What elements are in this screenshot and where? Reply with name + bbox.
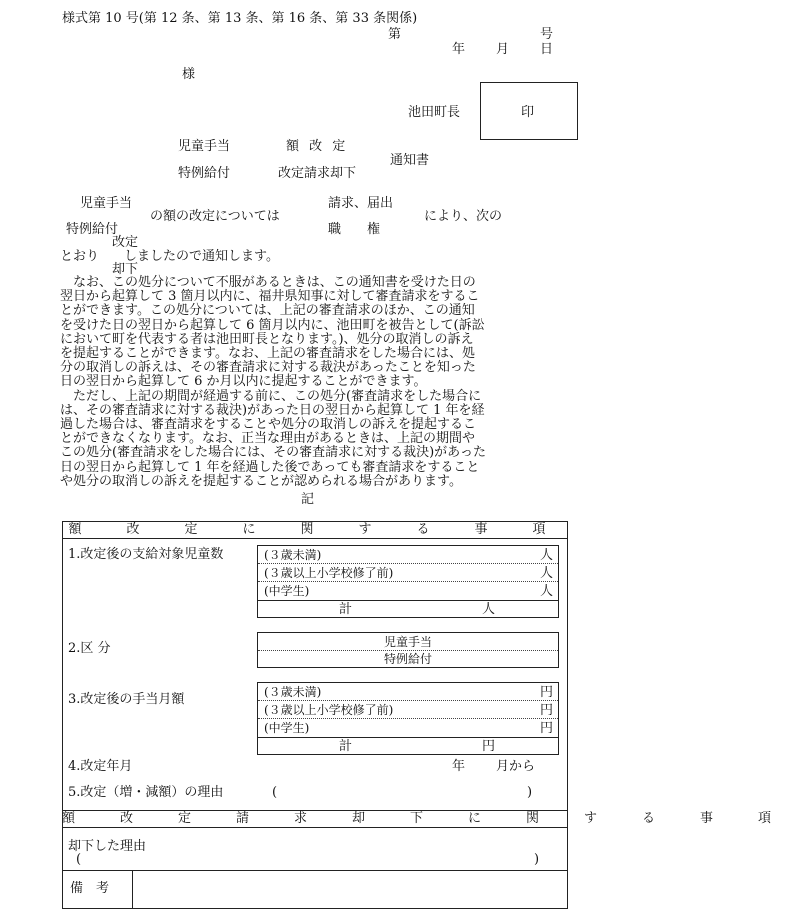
label-children-count: 1.改定後の支給対象児童数 [68, 547, 224, 562]
paragraph-line: ただし、上記の期間が経過する前に、この処分(審査請求をした場合に [60, 388, 482, 404]
paragraph-line: この処分(審査請求をした場合には、その審査請求に対する裁決)があった [60, 445, 487, 461]
classification-tokurei-kyufu: 特例給付 [383, 652, 432, 666]
unit-yen: 円 [482, 739, 496, 754]
title-notice: 通知書 [390, 153, 430, 168]
paragraph-line: において町を代表する者は池田町長となります。)、処分の取消しの訴え [60, 331, 474, 347]
date-year: 年 [452, 42, 466, 57]
mayor-title: 池田町長 [408, 105, 461, 120]
paragraph-line: や処分の取消しの訴えを提起することが認められる場合があります。 [60, 473, 462, 489]
divider [258, 581, 558, 582]
intro-shimashita: しましたので通知します。 [124, 249, 279, 264]
unit-yen: 円 [540, 721, 554, 736]
divider [62, 870, 568, 871]
amount-total-label: 計 [339, 739, 353, 754]
doc-number-gou: 号 [540, 27, 554, 42]
seal-mark: 印 [521, 105, 535, 120]
intro-jidou-teate: 児童手当 [80, 196, 133, 211]
paragraph-line: 翌日から起算して 3 箇月以内に、福井県知事に対して審査請求をするこ [60, 289, 480, 305]
form-number: 様式第 10 号(第 12 条、第 13 条、第 16 条、第 33 条関係) [62, 11, 418, 26]
paragraph-line: を受けた日の翌日から起算して 6 箇月以内に、池田町を被告として(訴訟 [60, 317, 485, 333]
intro-toori: とおり [60, 249, 100, 264]
label-classification: 2.区 分 [68, 641, 111, 656]
children-under3-label: (３歳未満) [264, 548, 322, 562]
label-monthly-amount: 3.改定後の手当月額 [68, 692, 185, 707]
label-remarks: 備 考 [70, 881, 110, 896]
table-header-gaku-kaitei: 額 改 定 に 関 す る 事 項 [68, 522, 562, 537]
paragraph-line: は、その審査請求に対する裁決)があった日の翌日から起算して 1 年を経 [60, 402, 485, 418]
unit-yen: 円 [540, 685, 554, 700]
intro-kyakka: 却下 [112, 262, 139, 277]
paragraph-line: を提起することができます。なお、上記の審査請求をした場合には、処 [60, 346, 475, 361]
children-total-label: 計 [339, 602, 353, 617]
divider [132, 870, 133, 908]
intro-seikyu-todokede: 請求、届出 [328, 196, 394, 211]
paragraph-line: とができなくなります。なお、正当な理由があるときは、上記の期間や [60, 431, 475, 447]
amount-3-to-primary-label: (３歳以上小学校修了前) [264, 703, 394, 717]
unit-person: 人 [540, 566, 554, 581]
date-day: 日 [540, 42, 554, 57]
children-junior-high-label: (中学生) [264, 584, 310, 598]
unit-person: 人 [540, 548, 554, 563]
divider [258, 718, 558, 719]
paragraph-line: 日の翌日から起算して 1 年を経過した後であっても審査請求をすること [60, 459, 480, 475]
revision-month-from: 月から [496, 759, 536, 774]
divider [258, 737, 558, 738]
intro-tokurei-kyufu: 特例給付 [66, 222, 119, 237]
appeal-notice-paragraph [60, 276, 570, 491]
addressee-sama: 様 [182, 67, 196, 82]
intro-no-gaku: の額の改定については [150, 209, 280, 224]
amount-junior-high-label: (中学生) [264, 721, 310, 735]
amount-under3-label: (３歳未満) [264, 685, 322, 699]
reason-paren-open: ( [272, 785, 278, 800]
table-header-kyakka: 額 改 定 請 求 却 下 に 関 す る 事 項 [62, 811, 787, 826]
label-revision-reason: 5.改定（増・減額）の理由 [68, 785, 224, 800]
reason-paren-close: ) [527, 785, 533, 800]
rejection-paren-open: ( [76, 852, 82, 867]
title-jidou-teate: 児童手当 [178, 139, 231, 154]
children-3-to-primary-label: (３歳以上小学校修了前) [264, 566, 394, 580]
unit-yen: 円 [540, 703, 554, 718]
unit-person: 人 [482, 602, 496, 617]
title-kaitei-seikyu-kyakka: 改定請求却下 [278, 166, 357, 181]
doc-number-dai: 第 [388, 27, 402, 42]
divider [258, 600, 558, 601]
rejection-paren-close: ) [534, 852, 540, 867]
divider [258, 650, 558, 651]
date-month: 月 [496, 42, 510, 57]
divider [258, 700, 558, 701]
divider [258, 563, 558, 564]
paragraph-line: とができます。この処分については、上記の審査請求のほか、この通知 [60, 303, 475, 319]
label-revision-date: 4.改定年月 [68, 759, 133, 774]
paragraph-line: 分の取消しの訴えは、その審査請求に対する裁決があったことを知った [60, 360, 476, 376]
intro-shokken: 職 権 [328, 222, 381, 237]
unit-person: 人 [540, 584, 554, 599]
paragraph-line: 日の翌日から起算して 6 か月以内に提起することができます。 [60, 374, 427, 390]
divider [62, 827, 568, 828]
title-gaku-kaitei: 額 改 定 [286, 139, 349, 154]
paragraph-line: なお、この処分について不服があるときは、この通知書を受けた日の [60, 275, 476, 290]
title-tokurei-kyufu: 特例給付 [178, 166, 231, 181]
ki-mark: 記 [301, 492, 315, 507]
intro-niyori: により、次の [424, 209, 503, 224]
classification-jidou-teate: 児童手当 [383, 635, 432, 649]
label-rejection-reason: 却下した理由 [68, 839, 147, 854]
intro-kaitei: 改定 [112, 235, 139, 250]
divider [62, 538, 568, 539]
revision-year: 年 [452, 759, 466, 774]
paragraph-line: 過した場合は、審査請求をすることや処分の取消しの訴えを提起するこ [60, 417, 477, 432]
